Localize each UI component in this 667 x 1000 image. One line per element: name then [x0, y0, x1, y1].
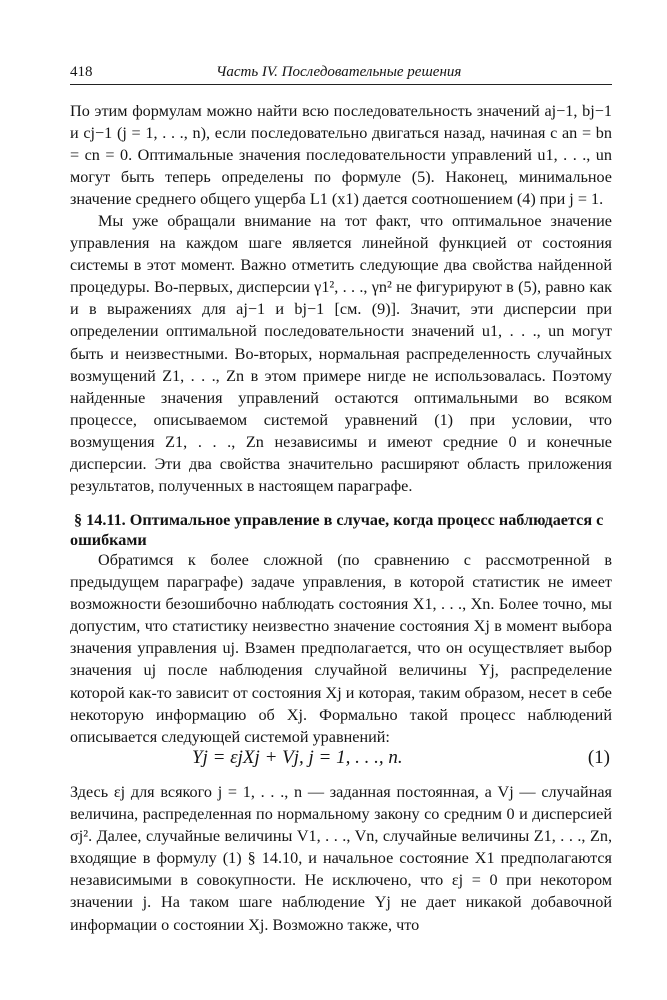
- observation-equation: [70, 747, 612, 773]
- section-heading: § 14.11. Оптимальное управление в случае, когда процесс наблюдается с ошибками: [70, 511, 604, 549]
- paragraph-noisy-observation-intro: Обратимся к более сложной (по сравнению с рассмотренной в предыдущем параграфе) задаче управления, в которой статистик не имеет возможности безошибочно наблюдать состояния X1, . . ., Xn. Более точно, мы допустим, что статистику неизвестно значение состояния Xj в момент выбора значения управления uj. Взамен предполагается, что он осуществляет выбор значения uj после наблюдения случайной величины Yj, распределение которой как-то зависит от состояния Xj и которая, таким образом, несет в себе некоторую информацию об Xj. Формально такой процесс наблюдений описывается следующей системой уравнений:: [70, 551, 612, 746]
- paragraph-equation-explanation: Здесь εj для всякого j = 1, . . ., n — заданная постоянная, а Vj — случайная величина, распределенная по нормальному закону со средним 0 и дисперсией σj². Далее, случайные величины V1, . . ., Vn, случайные величины Z1, . . ., Zn, входящие в формулу (1) § 14.10, и начальное состояние X1 предполагаются независимыми в совокупности. Не исключено, что εj = 0 при некотором значении j. На таком шаге наблюдение Yj не дает никакой добавочной информации о состоянии Xj. Возможно также, что: [70, 783, 612, 934]
- equation-body: Yj = εjXj + Vj, j = 1, . . ., n.: [192, 747, 403, 768]
- running-title: Часть IV. Последовательные решения: [216, 64, 462, 80]
- page-number: 418: [70, 64, 93, 80]
- page-header: [70, 62, 612, 85]
- paragraph-linear-control-properties: Мы уже обращали внимание на тот факт, что оптимальное значение управления на каждом шаге является линейной функцией от состояния системы в этот момент. Важно отметить следующие два свойства найденной процедуры. Во-первых, дисперсии γ1², . . ., γn² не фигурируют в (5), равно как и в выражениях для aj−1 и bj−1 [см. (9)]. Значит, эти дисперсии при определении оптимальной последовательности значений u1, . . ., un могут быть и неизвестными. Во-вторых, нормальная распределенность случайных возмущений Z1, . . ., Zn в этом примере нигде не использовалась. Поэтому найденные значения управлений остаются оптимальными во всяком процессе, описываемом системой уравнений (1) при условии, что возмущения Z1, . . ., Zn независимы и имеют средние 0 и конечные дисперсии. Эти два свойства значительно расширяют область приложения результатов, полученных в настоящем параграфе.: [70, 212, 612, 496]
- paragraph-formulas-conclusion: По этим формулам можно найти всю последовательность значений aj−1, bj−1 и cj−1 (j = 1, . . ., n), если последовательно двигаться назад, начиная с an = bn = cn = 0. Оптимальные значения последовательности управлений u1, . . ., un могут быть теперь определены по формуле (5). Наконец, минимальное значение среднего общего ущерба L1 (x1) дается соотношением (4) при j = 1.: [70, 102, 612, 209]
- equation-number: (1): [587, 747, 610, 768]
